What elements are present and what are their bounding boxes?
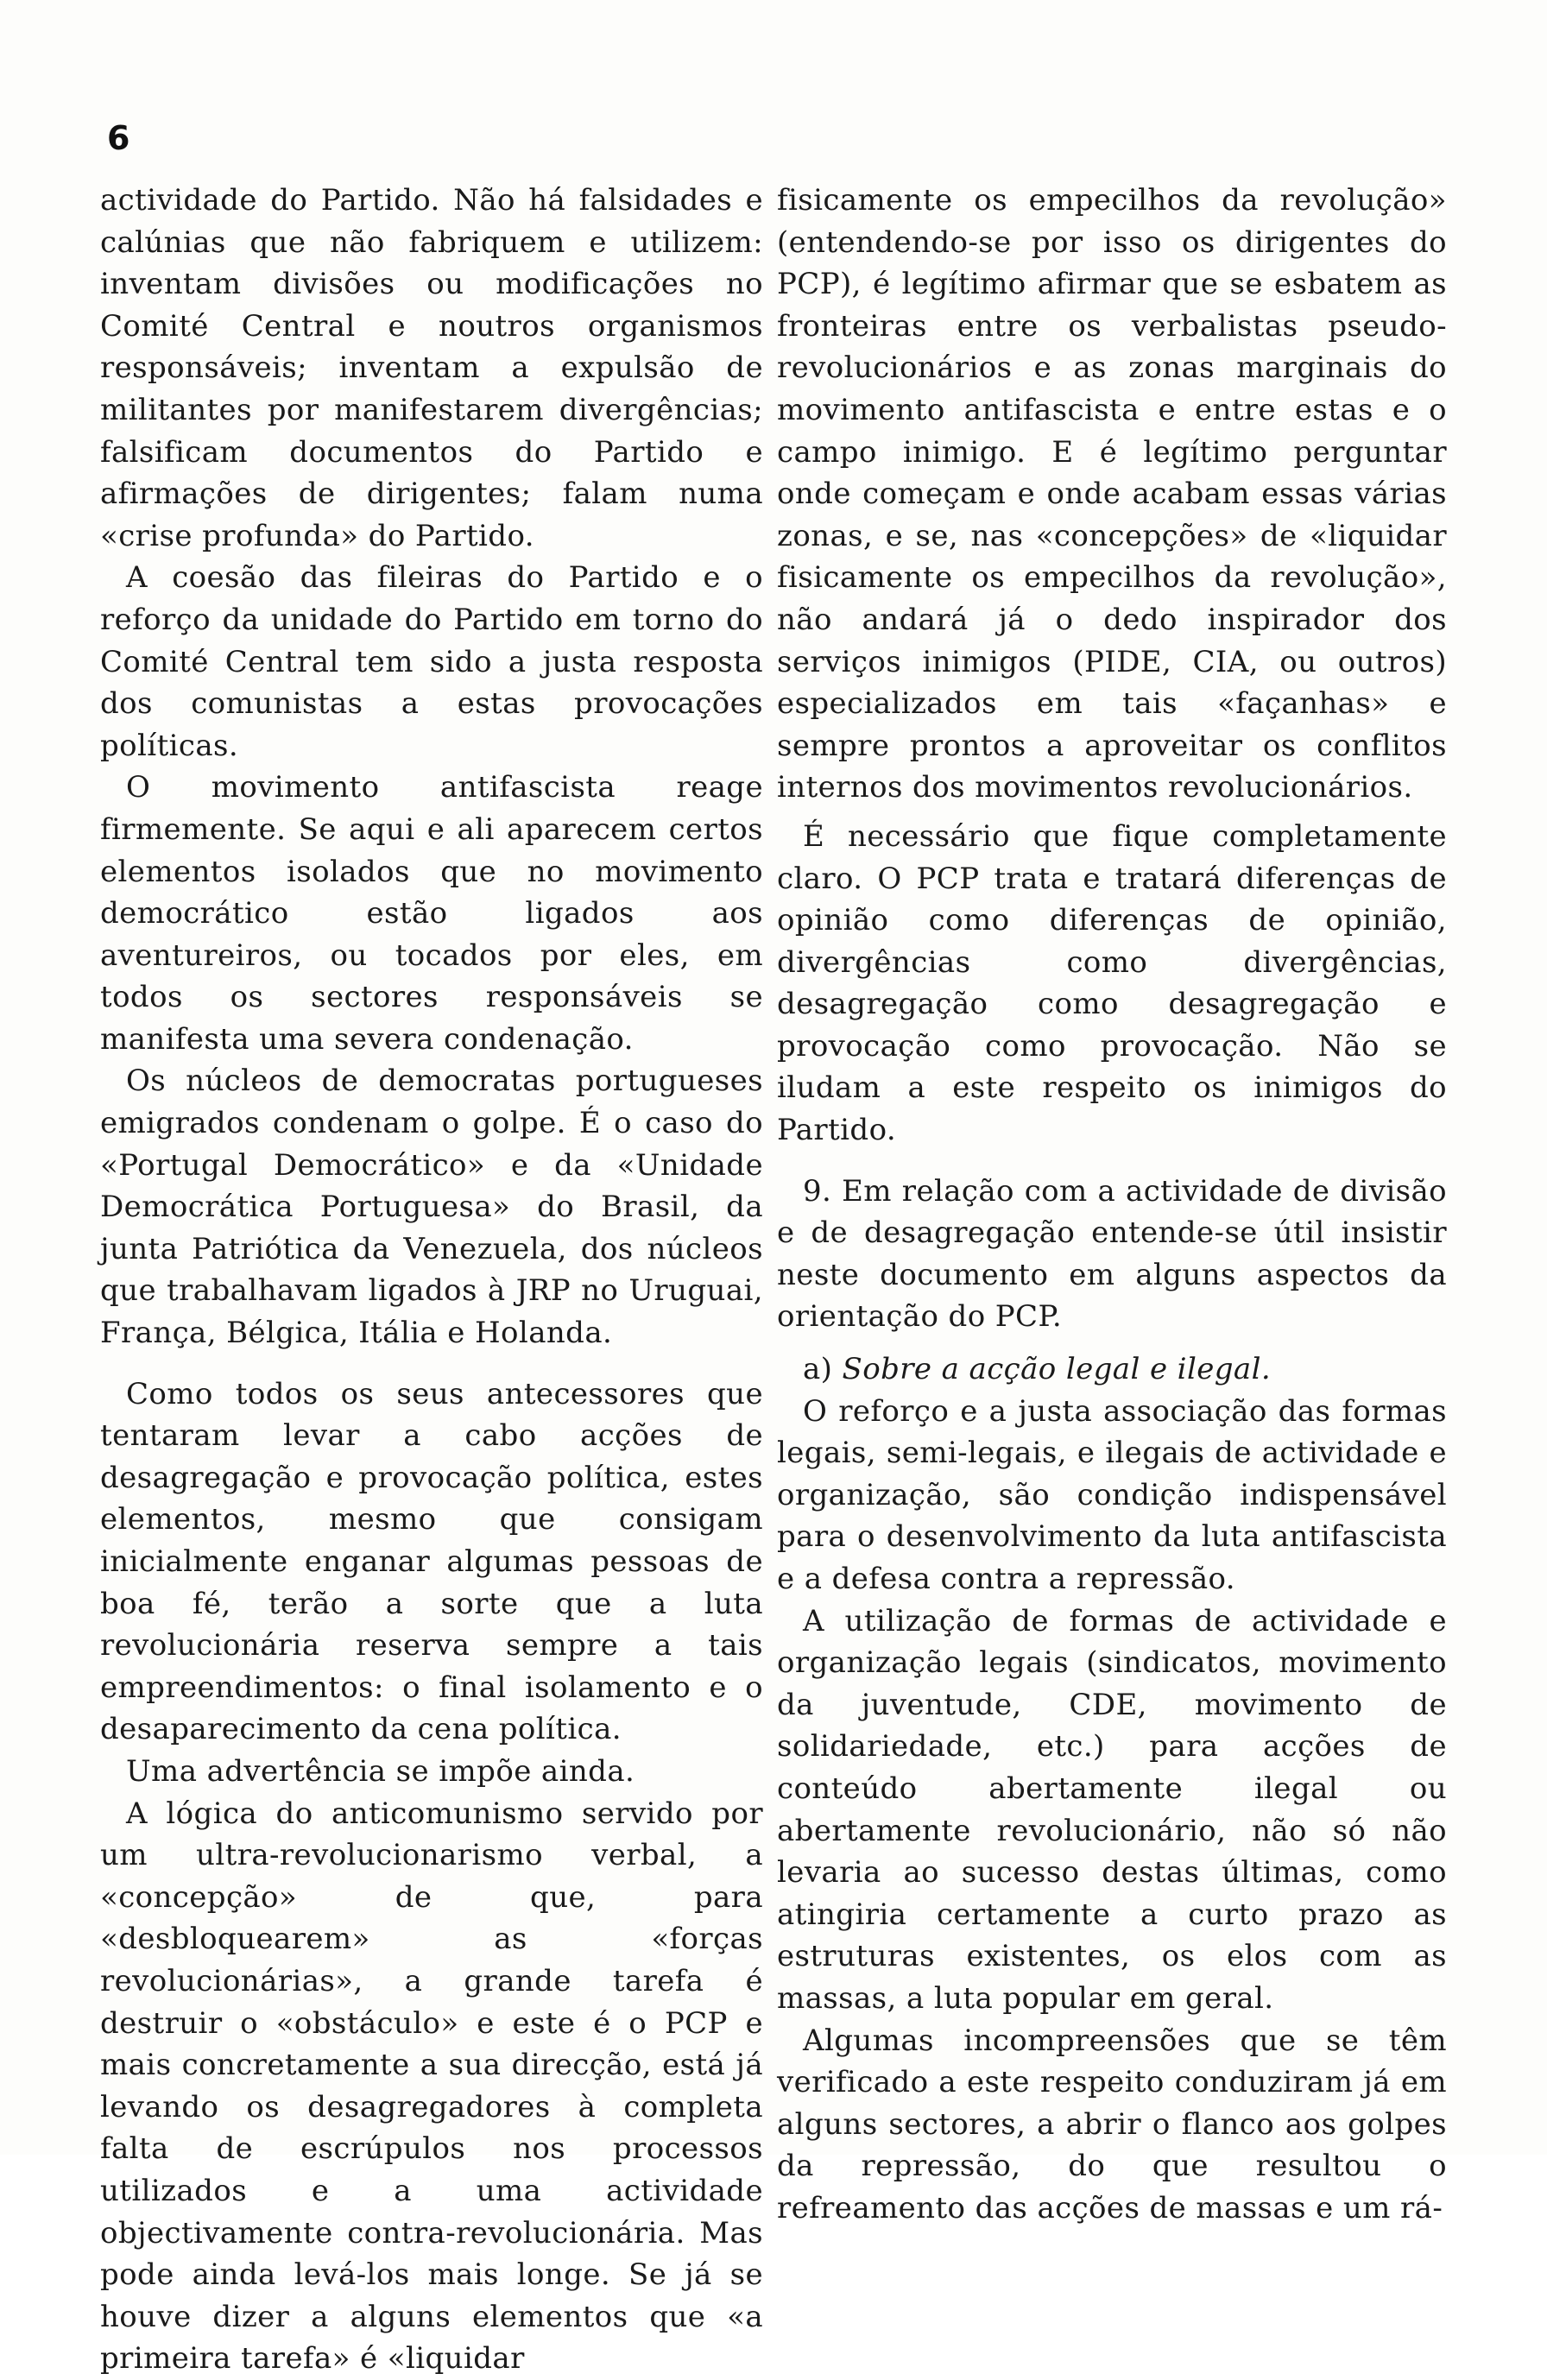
- paragraph: A utilização de formas de actividade e organização legais (sindicatos, movimento da juventude, CDE, movimento de solidariedade, etc.) para acções de conteúdo abertamente ilegal ou abertamente revolucionário, não só não levaria ao sucesso destas últimas, como atingiria certamente a curto prazo as estruturas existentes, os elos com as massas, a luta popular em geral.: [777, 1603, 1447, 2016]
- paragraph: fisicamente os empecilhos da revolução» (entendendo-se por isso os dirigentes do PCP), é legítimo afirmar que se esbatem as fronteiras entre os verbalistas pseudo-revolucionários e as zonas marginais do movimento antifascista e entre estas e o campo inimigo. E é legítimo perguntar onde começam e onde acabam essas várias zonas, e se, nas «concepções» de «liquidar fisicamente os empecilhos da revolução», não andará já o dedo inspirador dos serviços inimigos (PIDE, CIA, ou outros) especializados em tais «façanhas» e sempre prontos a aproveitar os conflitos internos dos movimentos revolucionários.: [777, 183, 1447, 805]
- paragraph: O movimento antifascista reage firmemente. Se aqui e ali aparecem certos elementos isolados que no movimento democrático estão ligados aos aventureiros, ou tocados por eles, em todos os sectores responsáveis se manifesta uma severa condenação.: [100, 770, 763, 1057]
- paragraph: Os núcleos de democratas portugueses emigrados condenam o golpe. É o caso do «Portugal Democrático» e da «Unidade Democrática Portuguesa» do Brasil, da junta Patriótica da Venezuela, dos núcleos que trabalhavam ligados à JRP no Uruguai, França, Bélgica, Itália e Holanda.: [100, 1064, 763, 1351]
- paragraph: O reforço e a justa associação das formas legais, semi-legais, e ilegais de actividade e organização, são condição indispensável para o desenvolvimento da luta antifascista e a defesa contra a repressão.: [777, 1393, 1447, 1596]
- paragraph: A coesão das fileiras do Partido e o reforço da unidade do Partido em torno do Comité Central tem sido a justa resposta dos comunistas a estas provocações políticas.: [100, 560, 763, 763]
- heading-prefix: a): [803, 1352, 843, 1387]
- heading-emphasis: Sobre a acção legal e ilegal.: [842, 1352, 1272, 1387]
- paragraph: Uma advertência se impõe ainda.: [126, 1753, 635, 1789]
- paragraph: A lógica do anticomunismo servido por um ultra-revolucionarismo verbal, a «concepção» de que, para «desbloquearem» as «forças revolucionárias», a grande tarefa é destruir o «obstáculo» e este é o PCP e mais concretamente a sua direcção, está já levando os desagregadores à completa falta de escrúpulos nos processos utilizados e a uma actividade objectivamente contra-revolucionária. Mas pode ainda levá-los mais longe. Se já se houve dizer a alguns elementos que «a primeira tarefa» é «liquidar: [100, 1796, 763, 2377]
- section-heading: [777, 1348, 1447, 1391]
- left-column: [100, 180, 763, 2380]
- paragraph: actividade do Partido. Não há falsidades e calúnias que não fabriquem e utilizem: inventam divisões ou modificações no Comité Central e noutros organismos responsáveis; inventam a expulsão de militantes por manifestarem divergências; falsificam documentos do Partido e afirmações de dirigentes; falam numa «crise profunda» do Partido.: [100, 183, 763, 553]
- paragraph: 9. Em relação com a actividade de divisão e de desagregação entende-se útil insistir neste documento em alguns aspectos da orientação do PCP.: [777, 1173, 1447, 1335]
- paragraph: Algumas incompreensões que se têm verificado a este respeito conduziram já em alguns sectores, a abrir o flanco aos golpes da repressão, do que resultou o refreamento das acções de massas e um rá-: [777, 2023, 1447, 2225]
- page-number: 6: [107, 119, 130, 157]
- right-column: [777, 180, 1447, 2230]
- paragraph: É necessário que fique completamente claro. O PCP trata e tratará diferenças de opinião como diferenças de opinião, divergências como divergências, desagregação como desagregação e provocação como provocação. Não se iludam a este respeito os inimigos do Partido.: [777, 818, 1447, 1148]
- paragraph: Como todos os seus antecessores que tentaram levar a cabo acções de desagregação e provocação política, estes elementos, mesmo que consigam inicialmente enganar algumas pessoas de boa fé, terão a sorte que a luta revolucionária reserva sempre a tais empreendimentos: o final isolamento e o desaparecimento da cena política.: [100, 1376, 763, 1747]
